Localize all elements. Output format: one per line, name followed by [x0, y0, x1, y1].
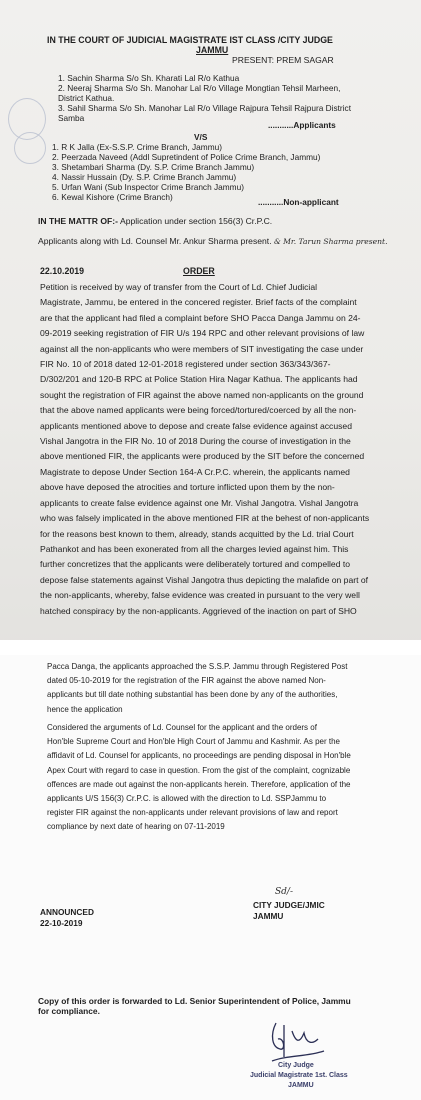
body-line: Magistrate to depose Under Section 164-A Cr.P.C. wherein, the applicants named [40, 466, 350, 477]
body-line: Magistrate, Jammu, be entered in the concered register. Brief facts of the complaint [40, 297, 357, 308]
order-body-decision [47, 721, 351, 835]
matter-label: IN THE MATTR OF:- [38, 216, 119, 226]
non-applicant-line: 3. Shetambari Sharma (Dy. S.P. Crime Branch Jammu) [52, 162, 255, 172]
non-applicant-line: 5. Urfan Wani (Sub Inspector Crime Branch Jammu) [52, 182, 244, 192]
body-line: the non-applicants, whereby, false evidence was created in pursuant to the very well [40, 590, 360, 601]
body-line: applicants to create false evidence against one Mr. Vishal Jangotra. Vishal Jangotra [40, 497, 359, 508]
body-line: Pacca Danga, the applicants approached the S.S.P. Jammu through Registered Post [47, 662, 348, 671]
body-line: that the above named applicants were being forced/tortured/coerced by all the non- [40, 405, 357, 416]
order-heading: ORDER [183, 266, 215, 276]
body-line: Pathankot and has been exonerated from all the charges levied against him. This [40, 543, 349, 554]
applicant-line: District Kathua. [58, 93, 115, 103]
city-judge-place: JAMMU [253, 911, 284, 921]
matter-line [38, 216, 272, 226]
order-date: 22.10.2019 [40, 266, 85, 276]
presiding-officer: PRESENT: PREM SAGAR [232, 55, 334, 65]
body-line: above mentioned FIR, the applicants were produced by the SIT before the concerned [40, 451, 365, 462]
body-line: for the reasons best known to them, already, stands acquitted by the Ld. trial Court [40, 528, 354, 539]
counsel-text: Applicants along with Ld. Counsel Mr. Ankur Sharma present. [38, 236, 272, 246]
applicant-line: 2. Neeraj Sharma S/o Sh. Manohar Lal R/o Village Mongtian Tehsil Marheen, [58, 83, 341, 93]
order-body-continued [47, 660, 347, 717]
court-title: IN THE COURT OF JUDICIAL MAGISTRATE IST CLASS /CITY JUDGE [47, 35, 333, 45]
order-page-2 [0, 655, 421, 1100]
body-line: D/302/201 and 120-B RPC at Police Station Hira Nagar Kathua. The applicants had [40, 374, 358, 385]
versus-label: V/S [194, 132, 208, 142]
body-line: applicants mentioned above to depose and create false evidence against accused [40, 420, 352, 431]
handwritten-initial: Sd/- [275, 887, 293, 897]
body-line: Vishal Jangotra in the FIR No. 10 of 2018 During the course of investigation in the [40, 436, 351, 447]
copy-forward-line: for compliance. [38, 1006, 100, 1016]
body-line: against all the non-applicants who were members of SIT investigating the case under [40, 343, 364, 354]
counsel-line [38, 236, 388, 247]
body-line: above have deposed the atrocities and torture inflicted upon them by the non- [40, 482, 335, 493]
city-judge-designation: CITY JUDGE/JMIC [253, 900, 325, 910]
applicants-label: ...........Applicants [268, 120, 336, 130]
body-line: sought the registration of FIR against the above named non-applicants on the ground [40, 389, 364, 400]
body-line: compliance by next date of hearing on 07-11-2019 [47, 822, 225, 832]
body-line: depose false statements against Vishal Jangotra thus depicting the malafide on part of [40, 574, 369, 585]
applicant-line: 3. Sahil Sharma S/o Sh. Manohar Lal R/o Village Rajpura Tehsil Rajpura District [58, 103, 351, 113]
body-line: applicants U/S 156(3) Cr.P.C. is allowed with the direction to Ld. SSPJammu to [47, 794, 327, 804]
stamp-line: City Judge [278, 1062, 314, 1069]
body-line: who was falsely implicated in the above mentioned FIR at the behest of non-applicants [40, 513, 370, 524]
body-line: Apex Court with regard to case in question. From the gist of the complaint, cognizable [47, 765, 351, 775]
body-line: Hon'ble Supreme Court and Hon'ble High Court of Jammu and Kashmir. As per the [47, 737, 340, 747]
court-place: JAMMU [196, 45, 229, 55]
judge-signature [262, 1017, 332, 1067]
body-line: 09-2019 seeking registration of FIR U/s 194 RPC and other relevant provisions of law [40, 328, 365, 339]
body-line: hence the application [47, 704, 123, 714]
body-line: further concretizes that the applicants were deliberately tortured and compelled to [40, 559, 351, 570]
body-line: hatched conspiracy by the non-applicants. Aggrieved of the inaction on part of SHO [40, 605, 357, 616]
non-applicant-label: ...........Non-applicant [258, 197, 339, 207]
non-applicant-line: 6. Kewal Kishore (Crime Branch) [52, 192, 173, 202]
body-line: Considered the arguments of Ld. Counsel for the applicant and the orders of [47, 723, 317, 732]
body-line: Petition is received by way of transfer from the Court of Ld. Chief Judicial [40, 282, 318, 292]
body-line: register FIR against the non-applicants under relevant provisions of law and report [47, 808, 338, 818]
body-line: FIR No. 10 of 2018 dated 12-01-2018 registered under section 363/343/367- [40, 359, 331, 370]
non-applicant-line: 2. Peerzada Naveed (Addl Supretindent of Police Crime Branch, Jammu) [52, 152, 321, 162]
non-applicant-line: 1. R K Jalla (Ex-S.S.P. Crime Branch, Jammu) [52, 142, 222, 152]
applicant-line: Samba [58, 113, 85, 123]
announced-date: 22-10-2019 [40, 918, 83, 928]
handwritten-counsel-note: & Mr. Tarun Sharma present. [273, 237, 388, 246]
stamp-line: JAMMU [288, 1082, 314, 1089]
copy-forward-line: Copy of this order is forwarded to Ld. Senior Superintendent of Police, Jammu [38, 996, 351, 1006]
body-line: offences are made out against the non-applicants herein. Therefore, application of the [47, 779, 351, 789]
body-line: are that the applicant had filed a complaint before SHO Pacca Danga Jammu on 24- [40, 312, 361, 323]
order-body [40, 280, 369, 619]
body-line: dated 05-10-2019 for the registration of the FIR against the above named Non- [47, 676, 326, 686]
court-seal-stamp [14, 132, 46, 164]
matter-text: Application under section 156(3) Cr.P.C. [118, 216, 273, 226]
stamp-line: Judicial Magistrate 1st. Class [250, 1072, 348, 1079]
non-applicant-line: 4. Nassir Hussain (Dy. S.P. Crime Branch Jammu) [52, 172, 237, 182]
announced-label: ANNOUNCED [40, 907, 94, 917]
applicant-line: 1. Sachin Sharma S/o Sh. Kharati Lal R/o Kathua [58, 73, 240, 83]
body-line: affidavit of Ld. Counsel for applicants, no proceedings are pending disposal in Hon'ble [47, 751, 351, 761]
body-line: applicants but till date nothing substantial has been done by any of the authorities, [47, 690, 338, 700]
